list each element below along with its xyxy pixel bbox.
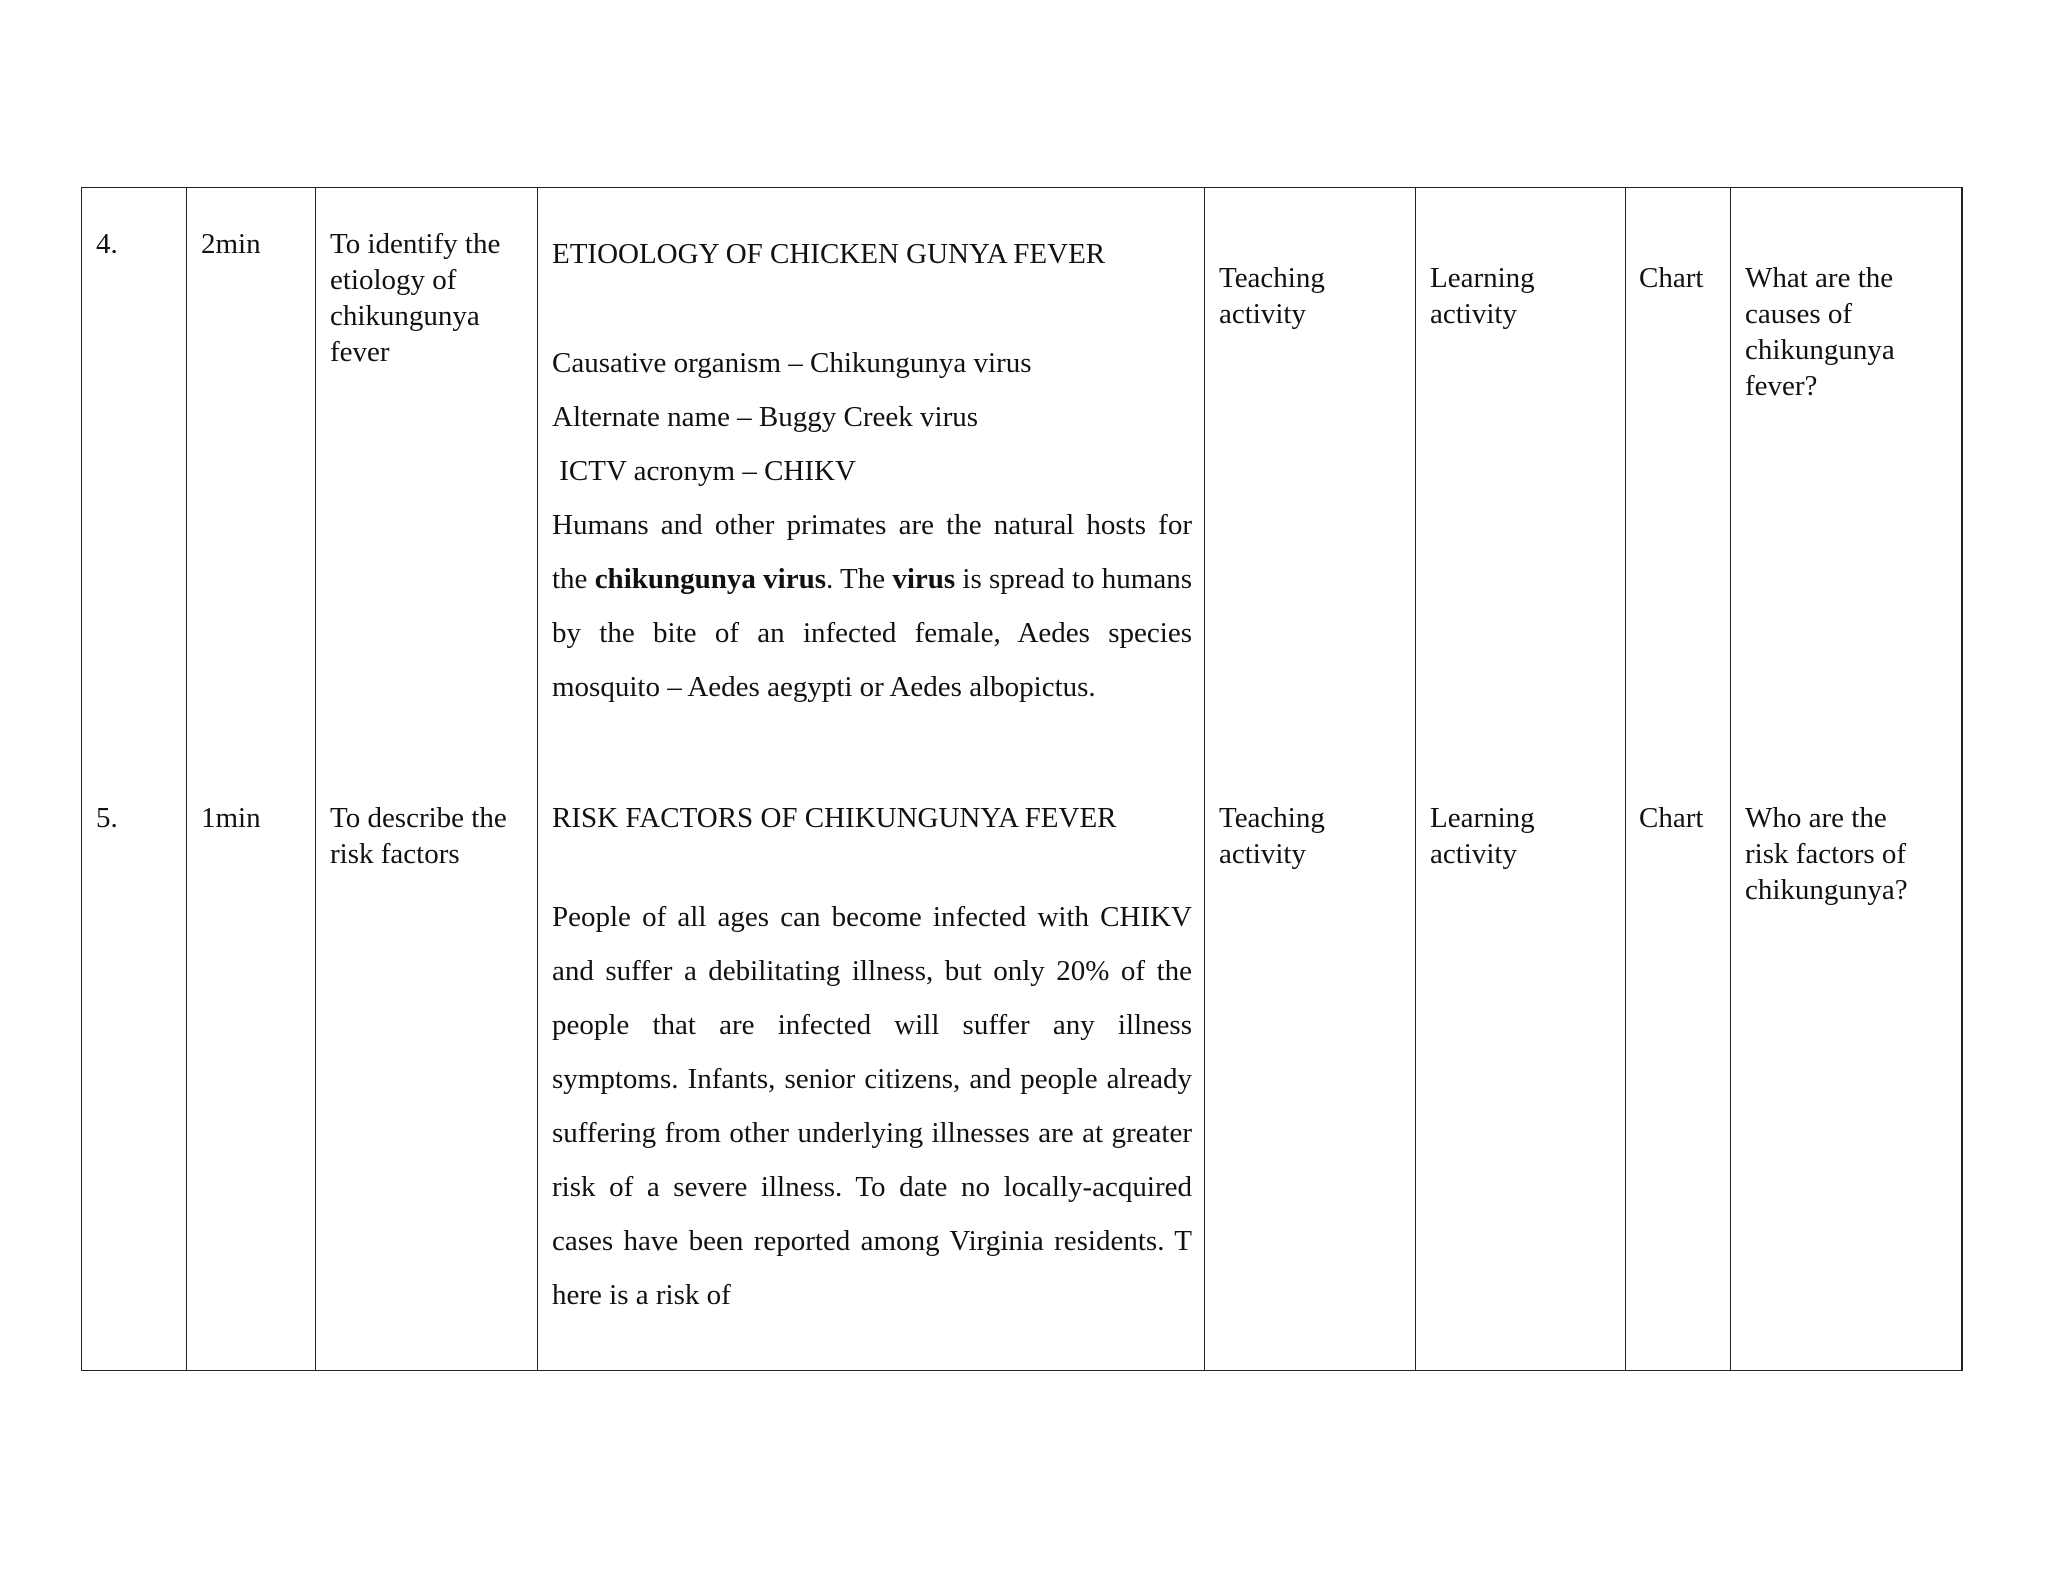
row-number: 5. [96, 802, 118, 834]
content-line: ICTV acronym – CHIKV [552, 455, 856, 487]
specific-objective: To identify the etiology of chikungunya fever [330, 228, 501, 368]
content-line: Causative organism – Chikungunya virus [552, 347, 1032, 379]
av-aid: Chart [1639, 802, 1704, 834]
teaching-activity: Teaching activity [1219, 802, 1325, 870]
learning-activity: Learning activity [1430, 262, 1535, 330]
row-number: 4. [96, 228, 118, 260]
evaluation-question: Who are the risk factors of chikungunya? [1745, 802, 1908, 906]
duration: 1min [201, 802, 261, 834]
evaluation-question: What are the causes of chikungunya fever? [1745, 262, 1895, 402]
column-divider [1730, 188, 1731, 1370]
specific-objective: To describe the risk factors [330, 802, 507, 870]
duration: 2min [201, 228, 261, 260]
column-divider [1415, 188, 1416, 1370]
content-paragraph: Humans and other primates are the natural hosts for the chikungunya virus. The virus is spread to humans by the bite of an infected female, Aedes species mosquito – Aedes aegypti or Aedes albopictus. [552, 509, 1192, 703]
column-divider [315, 188, 316, 1370]
content-etiology [552, 232, 1192, 714]
lesson-plan-table [81, 187, 1963, 1371]
column-divider [537, 188, 538, 1370]
content-risk-factors [552, 796, 1192, 1322]
content-heading: ETIOOLOGY OF CHICKEN GUNYA FEVER [552, 238, 1106, 270]
column-divider [186, 188, 187, 1370]
av-aid: Chart [1639, 262, 1704, 294]
content-line: Alternate name – Buggy Creek virus [552, 401, 979, 433]
learning-activity: Learning activity [1430, 802, 1535, 870]
column-divider [1204, 188, 1205, 1370]
content-heading: RISK FACTORS OF CHIKUNGUNYA FEVER [552, 802, 1117, 834]
column-divider [1625, 188, 1626, 1370]
teaching-activity: Teaching activity [1219, 262, 1325, 330]
content-paragraph: People of all ages can become infected with CHIKV and suffer a debilitating illness, but only 20% of the people that are infected will suffer any illness symptoms. Infants, senior citizens, and people already suffering from other underlying illnesses are at greater risk of a severe illness. To date no locally-acquired cases have been reported among Virginia residents. T here is a risk of [552, 901, 1192, 1311]
